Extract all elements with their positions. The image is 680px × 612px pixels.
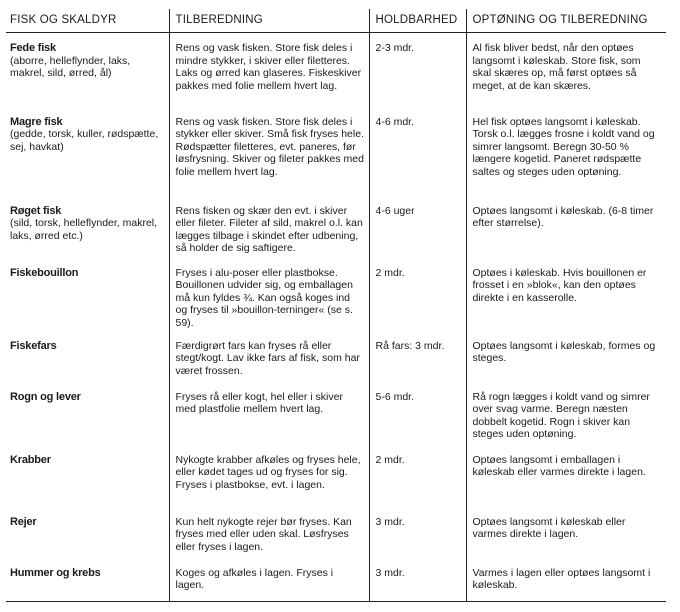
header-fish: FISK OG SKALDYR	[6, 9, 169, 33]
fish-examples: (aborre, helleflynder, laks, makrel, sild, ørred, ål)	[10, 54, 131, 79]
header-preparation: TILBEREDNING	[169, 9, 369, 33]
storage-cell: 2 mdr.	[369, 258, 466, 331]
fish-name-cell	[6, 558, 169, 602]
table-body	[6, 33, 666, 602]
preparation-cell: Rens og vask fisken. Store fisk deles i stykker eller skiver. Små fisk fryses hele. Rødspætter filetteres, evt. paneres, før løsfrysning. Skiver og fileter pakkes med folie mellem hvert lag.	[169, 107, 369, 196]
storage-cell: 3 mdr.	[369, 507, 466, 558]
preparation-cell: Fryses rå eller kogt, hel eller i skiver med plastfolie mellem hvert lag.	[169, 382, 369, 445]
fish-name-cell	[6, 382, 169, 445]
fish-name: Røget fisk	[10, 204, 62, 217]
fish-name: Fede fisk	[10, 42, 56, 54]
preparation-cell: Nykogte krabber afkøles og fryses hele, eller kødet tages ud og fryses for sig. Fryses i plastbokse, evt. i lagen.	[169, 445, 369, 507]
thawing-cell: Varmes i lagen eller optøes langsomt i køleskab.	[466, 558, 666, 602]
fish-name: Rejer	[10, 515, 37, 528]
thawing-cell: Optøes langsomt i emballagen i køleskab eller varmes direkte i lagen.	[466, 445, 666, 507]
fish-name-cell	[6, 196, 169, 258]
table-row	[6, 258, 666, 331]
fish-name: Fiskefars	[10, 339, 57, 352]
fish-name-cell	[6, 507, 169, 558]
thawing-cell: Optøes langsomt i køleskab. (6-8 timer efter størrelse).	[466, 196, 666, 258]
fish-name-cell	[6, 445, 169, 507]
thawing-cell: Al fisk bliver bedst, når den optøes langsomt i køleskab. Store fisk, som skal skæres op, må først optøes så meget, at de kan skæres.	[466, 33, 666, 107]
fish-name: Krabber	[10, 453, 51, 466]
table-row	[6, 507, 666, 558]
table-row	[6, 33, 666, 107]
storage-cell: 4-6 mdr.	[369, 107, 466, 196]
thawing-cell: Optøes i køleskab. Hvis bouillonen er frosset i en »blok«, kan den optøes direkte i en kasserolle.	[466, 258, 666, 331]
table-row	[6, 558, 666, 602]
thawing-cell: Rå rogn lægges i koldt vand og simrer over svag varme. Beregn næsten dobbelt kogetid. Rogn i skiver kan steges uden optøning.	[466, 382, 666, 445]
fish-name-cell	[6, 331, 169, 382]
fish-name: Hummer og krebs	[10, 566, 101, 579]
thawing-cell: Hel fisk optøes langsomt i køleskab. Torsk o.l. lægges frosne i koldt vand og simrer langsomt. Beregn 30-50 % længere kogetid. Paneret rødspætte saltes og steges uden optøning.	[466, 107, 666, 196]
preparation-cell: Rens fisken og skær den evt. i skiver eller fileter. Fileter af sild, makrel o.l. kan lægges tilbage i skindet efter udbening, så holder de sig saftigere.	[169, 196, 369, 258]
table-row	[6, 196, 666, 258]
preparation-cell: Rens og vask fisken. Store fisk deles i mindre stykker, i skiver eller filetteres. Laks og ørred kan glaseres. Fiskeskiver pakkes med folie mellem hvert lag.	[169, 33, 369, 107]
fish-name-cell	[6, 258, 169, 331]
storage-cell: Rå fars: 3 mdr.	[369, 331, 466, 382]
preparation-cell: Kun helt nykogte rejer bør fryses. Kan fryses med eller uden skal. Løsfryses eller fryses i lagen.	[169, 507, 369, 558]
fish-examples: (sild, torsk, helleflynder, makrel, laks, ørred etc.)	[10, 217, 158, 242]
preparation-cell: Færdigrørt fars kan fryses rå eller stegt/kogt. Lav ikke fars af fisk, som har været frossen.	[169, 331, 369, 382]
storage-cell: 2 mdr.	[369, 445, 466, 507]
fish-name: Magre fisk	[10, 115, 63, 128]
storage-cell: 2-3 mdr.	[369, 33, 466, 107]
header-thawing: OPTØNING OG TILBEREDNING	[466, 9, 666, 33]
table-row	[6, 445, 666, 507]
fish-name-cell	[6, 107, 169, 196]
header-storage: HOLDBARHED	[369, 9, 466, 33]
fish-name-cell	[6, 33, 169, 107]
preparation-cell: Fryses i alu-poser eller plastbokse. Bouillonen udvider sig, og emballagen må kun fyldes ¾. Kan også koges ind og fryses til »bouillon-terninger« (se s. 59).	[169, 258, 369, 331]
thawing-cell: Optøes langsomt i køleskab eller varmes direkte i lagen.	[466, 507, 666, 558]
fish-name: Fiskebouillon	[10, 266, 79, 279]
fish-examples: (gedde, torsk, kuller, rødspætte, sej, havkat)	[10, 128, 159, 153]
table-row	[6, 331, 666, 382]
table-header	[6, 9, 666, 33]
header-row	[6, 9, 666, 33]
table-row	[6, 107, 666, 196]
table-row	[6, 382, 666, 445]
storage-cell: 3 mdr.	[369, 558, 466, 602]
storage-cell: 4-6 uger	[369, 196, 466, 258]
fish-freezing-table	[6, 9, 666, 602]
preparation-cell: Koges og afkøles i lagen. Fryses i lagen.	[169, 558, 369, 602]
thawing-cell: Optøes langsomt i køleskab, formes og steges.	[466, 331, 666, 382]
fish-name: Rogn og lever	[10, 390, 81, 403]
storage-cell: 5-6 mdr.	[369, 382, 466, 445]
